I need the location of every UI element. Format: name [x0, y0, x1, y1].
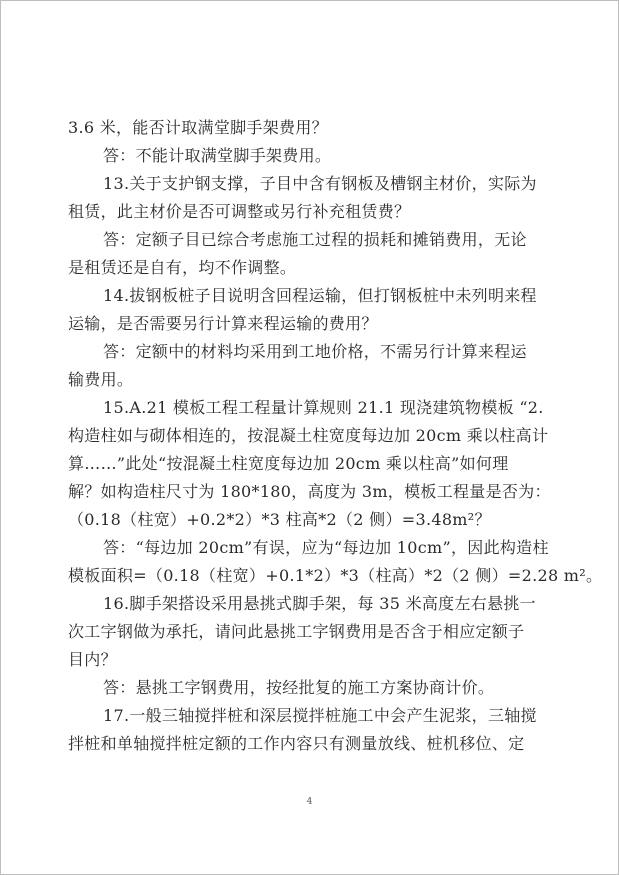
page-number: 4 [306, 797, 313, 807]
text-line: 是租赁还是自有，均不作调整。 [68, 258, 297, 277]
text-line: 拌桩和单轴搅拌桩定额的工作内容只有测量放线、桩机移位、定 [68, 734, 525, 753]
text-line: 运输，是否需要另行计算来程运输的费用？ [68, 314, 378, 333]
text-line: 输费用。 [68, 370, 134, 389]
text-line: 16.脚手架搭设采用悬挑式脚手架，每 35 米高度左右悬挑一 [103, 594, 536, 613]
text-line: （0.18（柱宽）+0.2*2）*3 柱高*2（2 侧）=3.48m²？ [68, 510, 491, 529]
text-line: 租赁，此主材价是否可调整或另行补充租赁费？ [68, 202, 411, 221]
text-line: 次工字钢做为承托，请问此悬挑工字钢费用是否含于相应定额子 [68, 622, 525, 641]
text-line: 答：定额子目已综合考虑施工过程的损耗和摊销费用，无论 [103, 230, 527, 249]
text-line: 构造柱如与砌体相连的，按混凝土柱宽度每边加 20cm 乘以柱高计 [68, 426, 549, 445]
text-line: 答：定额中的材料均采用到工地价格，不需另行计算来程运 [103, 342, 527, 361]
text-line: 17.一般三轴搅拌桩和深层搅拌桩施工中会产生泥浆，三轴搅 [103, 706, 537, 725]
text-line: 解？如构造柱尺寸为 180*180，高度为 3m，模板工程量是否为： [68, 482, 551, 501]
text-line: 答：“每边加 20cm”有误，应为“每边加 10cm”，因此构造柱 [103, 538, 549, 557]
text-line: 模板面积=（0.18（柱宽）+0.1*2）*3（柱高）*2（2 侧）=2.28 m²。 [68, 566, 603, 585]
text-line: 答：悬挑工字钢费用，按经批复的施工方案协商计价。 [103, 678, 495, 697]
text-line: 答：不能计取满堂脚手架费用。 [103, 146, 332, 165]
text-line: 3.6 米，能否计取满堂脚手架费用？ [68, 118, 328, 137]
text-line: 14.拔钢板桩子目说明含回程运输，但打钢板桩中未列明来程 [103, 286, 537, 305]
text-line: 目内？ [68, 650, 117, 669]
text-line: 15.A.21 模板工程工程量计算规则 21.1 现浇建筑物模板 “2. [103, 398, 544, 417]
text-line: 算……”此处“按混凝土柱宽度每边加 20cm 乘以柱高”如何理 [68, 454, 509, 473]
text-line: 13.关于支护钢支撑，子目中含有钢板及槽钢主材价，实际为 [103, 174, 537, 193]
